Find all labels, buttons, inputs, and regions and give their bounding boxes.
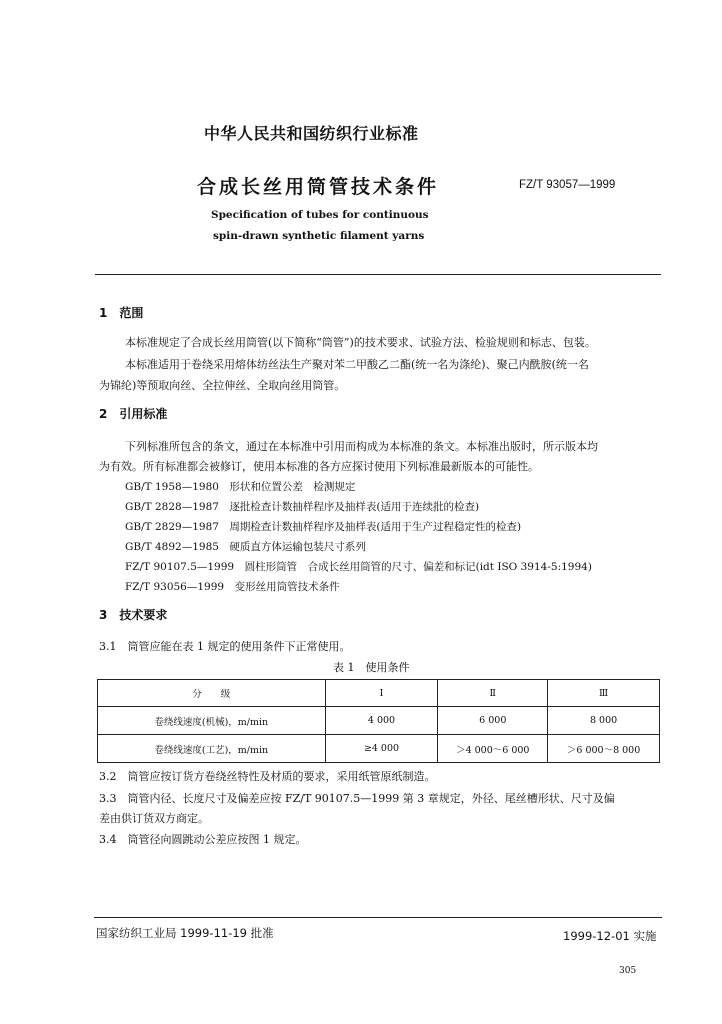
standard-code: FZ/T 93057—1999 [519,179,616,191]
table-cell: Ⅲ [548,680,660,707]
table-caption: 表 1 使用条件 [333,661,410,674]
table-row [98,707,660,735]
reference-item: GB/T 2828—1987 逐批检查计数抽样程序及抽样表(适用于连续批的检查) [125,501,480,513]
document-org: 中华人民共和国纺织行业标准 [204,124,419,143]
approval-line: 国家纺织工业局 1999-11-19 批准 [96,926,274,940]
page-number: 305 [619,966,637,976]
section-2-paragraph-cont: 为有效。所有标准都会被修订，使用本标准的各方应探讨使用下列标准最新版本的可能性。 [99,460,539,473]
footer-divider [94,917,662,918]
section-1-paragraph-1: 本标准规定了合成长丝用筒管(以下简称“筒管”)的技术要求、试验方法、检验规则和标志、包装。 [125,336,596,349]
english-title-line2: spin-drawn synthetic filament yarns [213,230,425,242]
reference-item: GB/T 4892—1985 硬质直方体运输包装尺寸系列 [125,541,366,553]
table-cell: 卷绕线速度(机械)，m/min [98,707,326,735]
section-3-title: 3 技术要求 [99,608,168,622]
english-title-line1: Specification of tubes for continuous [211,209,429,221]
table-cell: 分 级 [98,680,326,707]
section-2-title: 2 引用标准 [99,407,168,421]
clause-3-3-cont: 差由供订货双方商定。 [99,812,209,825]
reference-item: GB/T 1958—1980 形状和位置公差 检测规定 [125,481,356,493]
table-cell: 8 000 [548,707,660,735]
clause-3-2: 3.2 筒管应按订货方卷绕丝特性及材质的要求，采用纸管原纸制造。 [99,770,436,783]
table-cell: 6 000 [438,707,548,735]
table-cell: ＞4 000～6 000 [438,735,548,763]
section-1-paragraph-2-cont: 为锦纶)等预取向丝、全拉伸丝、全取向丝用筒管。 [99,379,346,392]
table-cell: 4 000 [325,707,438,735]
section-2-paragraph: 下列标准所包含的条文，通过在本标准中引用而构成为本标准的条文。本标准出版时，所示版本均 [125,440,598,453]
document-title: 合成长丝用筒管技术条件 [197,176,440,198]
usage-conditions-table [97,679,660,763]
clause-3-4: 3.4 筒管径向圆跳动公差应按图 1 规定。 [99,833,307,846]
reference-item: FZ/T 90107.5—1999 圆柱形筒管 合成长丝用筒管的尺寸、偏差和标记(idt ISO 3914-5:1994) [125,561,592,573]
reference-item: GB/T 2829—1987 周期检查计数抽样程序及抽样表(适用于生产过程稳定性的检查) [125,521,522,533]
table-cell: 卷绕线速度(工艺)，m/min [98,735,326,763]
clause-3-3: 3.3 筒管内径、长度尺寸及偏差应按 FZ/T 90107.5—1999 第 3 章规定，外径、尾丝槽形状、尺寸及偏 [99,792,615,805]
table-header-row [98,680,660,707]
table-cell: Ⅱ [438,680,548,707]
header-divider [95,274,661,275]
reference-item: FZ/T 93056—1999 变形丝用筒管技术条件 [125,581,340,593]
table-cell: ≥4 000 [325,735,438,763]
table-row [98,735,660,763]
table-cell: Ⅰ [325,680,438,707]
implementation-date: 1999-12-01 实施 [563,929,657,943]
section-1-title: 1 范围 [99,306,144,320]
section-1-paragraph-2: 本标准适用于卷绕采用熔体纺丝法生产聚对苯二甲酸乙二酯(统一名为涤纶)、聚己内酰胺(统一名 [125,358,589,371]
clause-3-1: 3.1 筒管应能在表 1 规定的使用条件下正常使用。 [99,640,351,653]
table-cell: ＞6 000～8 000 [548,735,660,763]
